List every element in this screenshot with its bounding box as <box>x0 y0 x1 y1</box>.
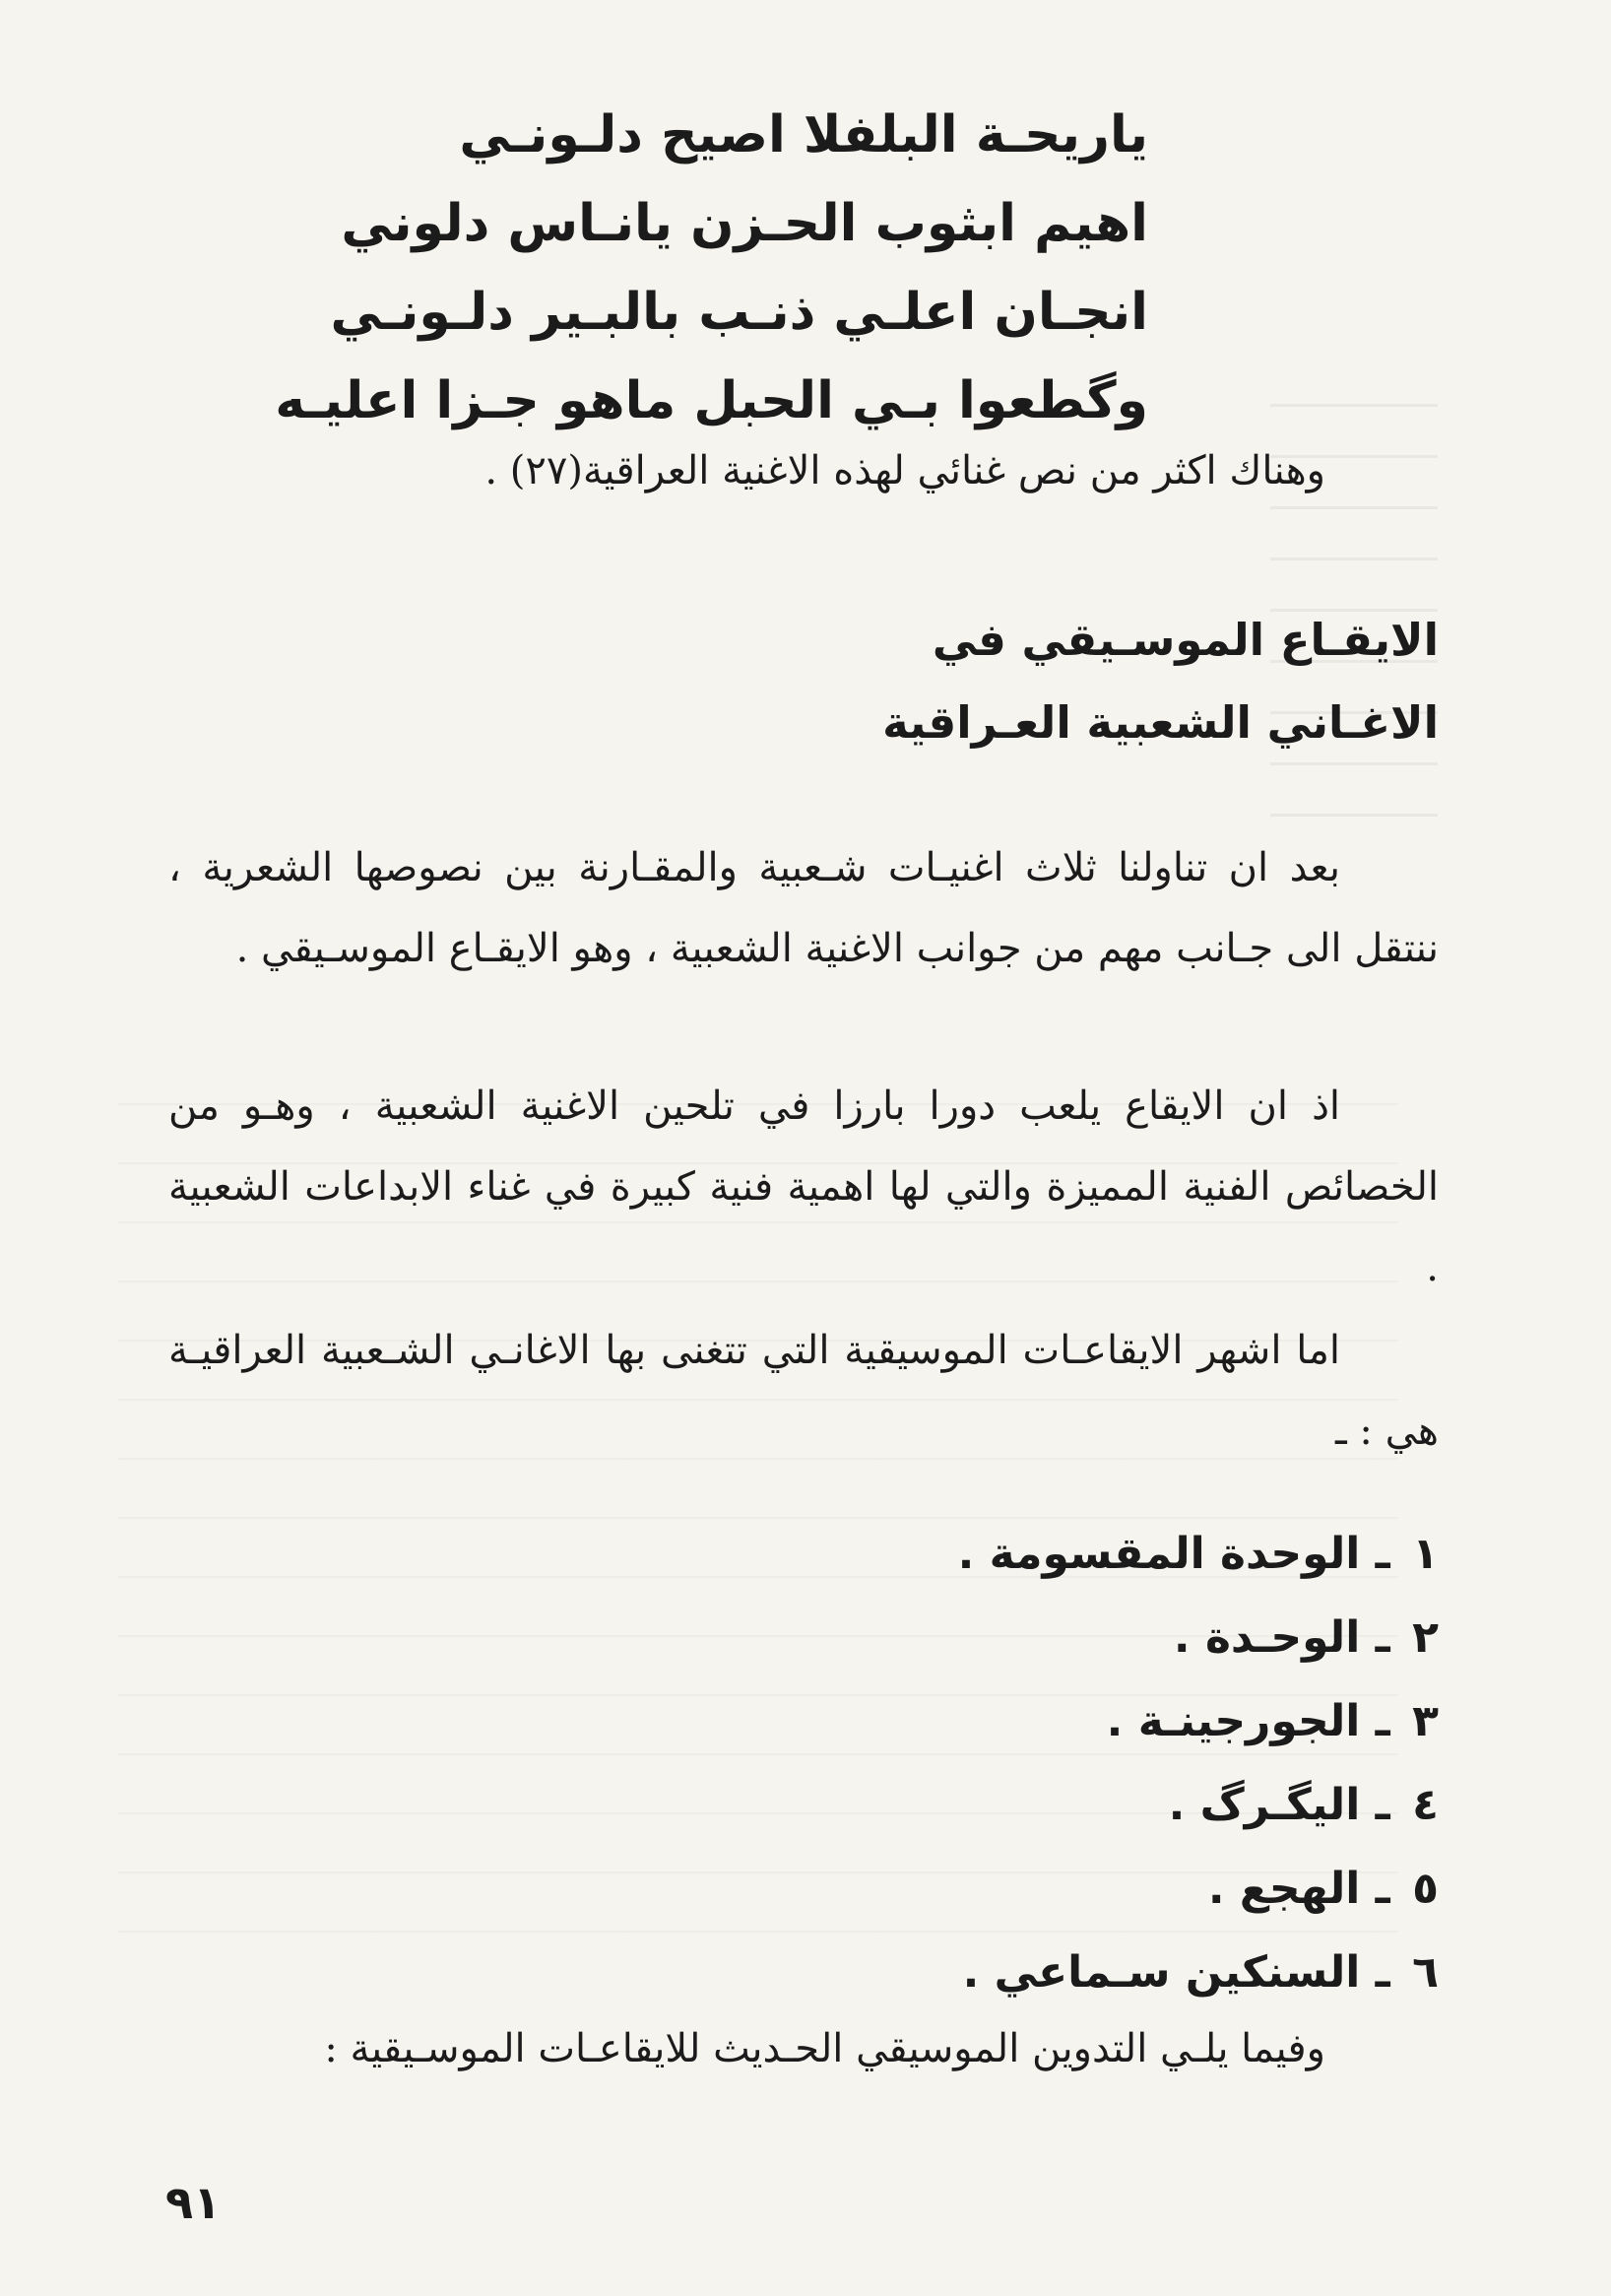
list-separator: ـ <box>1375 1864 1390 1914</box>
rhythm-list <box>552 1512 1439 2014</box>
list-label: الجورجينـة . <box>1106 1696 1361 1746</box>
paragraph-text: اذ ان الايقاع يلعب دورا بارزا في تلحين الاغنية الشعبية ، وهـو من الخصائص الفنية المميزة والتي لها اهمية فنية كبيرة في غناء الابداعات الشعبية . <box>168 1083 1440 1290</box>
list-number: ٥ <box>1412 1864 1439 1914</box>
page-number: ٩١ <box>165 2176 222 2229</box>
paragraph-text: اما اشهر الايقاعـات الموسيقية التي تتغنى بها الاغانـي الشـعبية العراقيـة هي : ـ <box>168 1328 1439 1454</box>
section-heading <box>454 599 1439 764</box>
list-number: ١ <box>1412 1529 1439 1579</box>
poem-line: اهيم ابثوب الحـزن يانـاس دلوني <box>341 194 1148 253</box>
list-separator: ـ <box>1375 1696 1390 1746</box>
list-item <box>552 1931 1439 2014</box>
paragraph-text: بعد ان تناولنا ثلاث اغنيـات شـعبية والمقـارنة بين نصوصها الشعرية ، ننتقل الى جـانب مهم من جوانب الاغنية الشعبية ، وهو الايقـاع الموسـيقي . <box>168 845 1439 971</box>
section-heading-line-1: الايقـاع الموسـيقي في <box>932 614 1439 666</box>
closing-line: وفيما يلـي التدوين الموسيقي الحـديث للايقاعـات الموسـيقية : <box>324 2026 1325 2071</box>
footnote-reference-line: وهناك اكثر من نص غنائي لهذه الاغنية العراقية(٢٧) . <box>484 448 1325 493</box>
poem-line: ياريحـة البلفلا اصيح دلـونـي <box>459 105 1148 164</box>
list-label: الهجع . <box>1207 1864 1361 1914</box>
paragraph-intro <box>168 827 1439 989</box>
list-item <box>552 1512 1439 1596</box>
list-label: الوحـدة . <box>1173 1612 1361 1663</box>
paragraph-rhythms-intro <box>168 1310 1439 1472</box>
paragraph-rhythm-role <box>168 1066 1439 1308</box>
list-number: ٦ <box>1412 1947 1439 1998</box>
poem-line: وگطعوا بـي الحبل ماهو جـزا اعليـه <box>275 371 1148 430</box>
list-item <box>552 1847 1439 1931</box>
list-separator: ـ <box>1375 1612 1390 1663</box>
list-label: اليگـرگ . <box>1168 1780 1361 1830</box>
list-item <box>552 1763 1439 1847</box>
list-label: الوحدة المقسومة . <box>957 1529 1361 1579</box>
list-number: ٤ <box>1412 1780 1439 1830</box>
section-heading-line-2: الاغـاني الشعبية العـراقية <box>882 696 1439 749</box>
list-separator: ـ <box>1375 1947 1390 1998</box>
list-item <box>552 1679 1439 1763</box>
poem-stanza <box>275 91 1148 445</box>
list-separator: ـ <box>1375 1780 1390 1830</box>
list-separator: ـ <box>1375 1529 1390 1579</box>
poem-line: انجـان اعلـي ذنـب بالبـير دلـونـي <box>330 283 1148 342</box>
list-number: ٣ <box>1412 1696 1439 1746</box>
list-label: السنكين سـماعي . <box>962 1947 1361 1998</box>
list-item <box>552 1596 1439 1679</box>
list-number: ٢ <box>1412 1612 1439 1663</box>
